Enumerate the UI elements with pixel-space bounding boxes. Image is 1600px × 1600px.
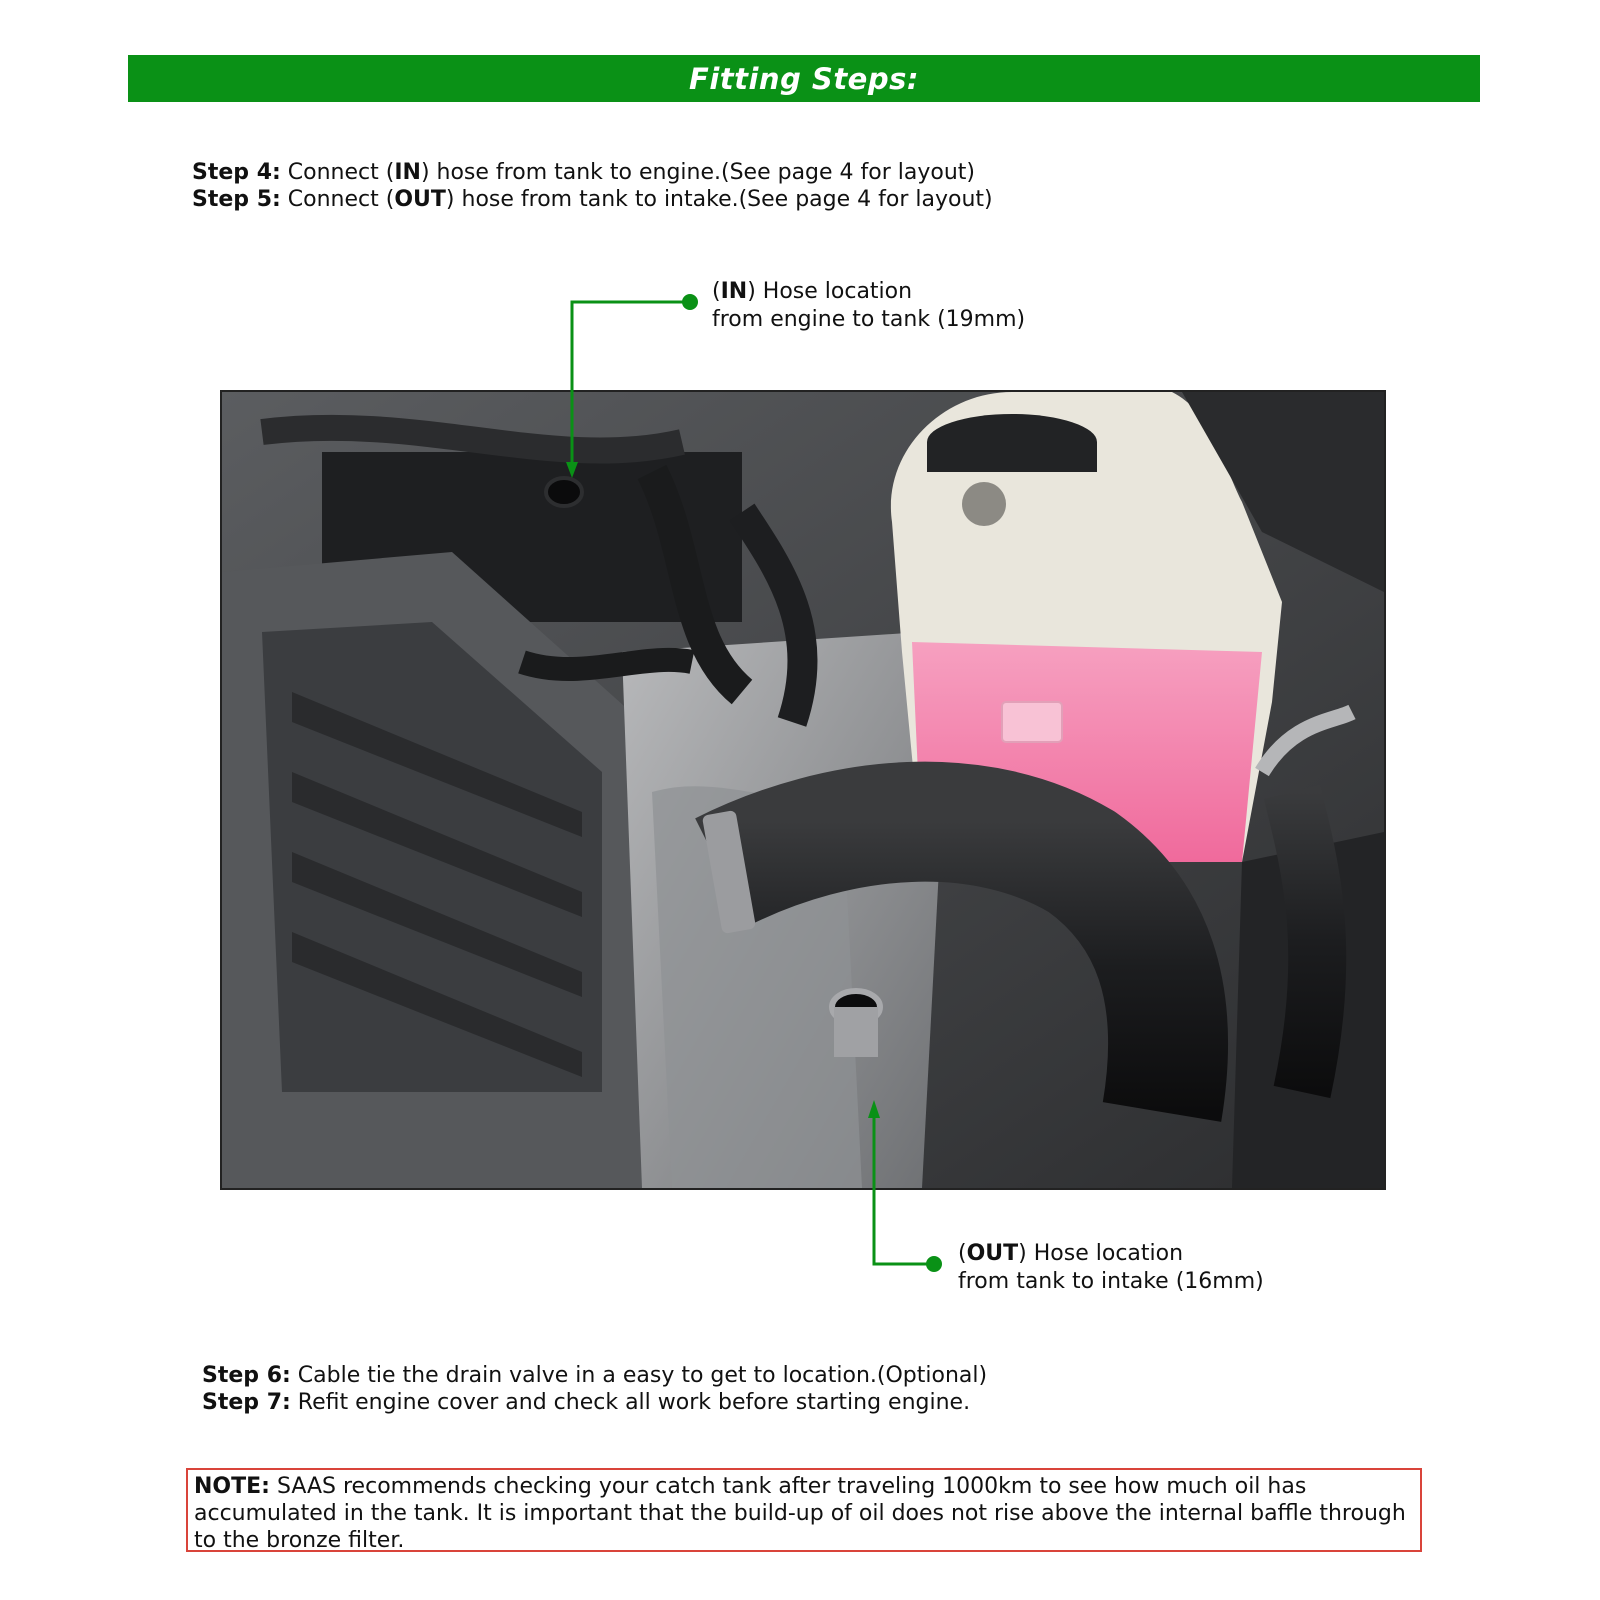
- step-6-text: Cable tie the drain valve in a easy to get to location.(Optional): [297, 1363, 988, 1388]
- callout-out-title: ) Hose location: [1018, 1241, 1184, 1266]
- step-4-text-a: Connect (: [287, 160, 395, 185]
- callout-in-line1: (IN) Hose location: [712, 279, 913, 304]
- step-5-text-a: Connect (: [287, 187, 395, 212]
- right-hose: [1292, 792, 1317, 1092]
- in-leader-dot: [682, 294, 698, 310]
- note-label: NOTE:: [194, 1474, 270, 1499]
- callout-out-line1: (OUT) Hose location: [958, 1241, 1184, 1266]
- in-port: [546, 478, 582, 506]
- step-7-text: Refit engine cover and check all work before starting engine.: [297, 1390, 971, 1415]
- section-banner: [128, 55, 1480, 102]
- callout-in-bold: IN: [720, 279, 748, 304]
- steps-top: [192, 159, 993, 213]
- step-4: [192, 159, 993, 186]
- callout-out-bold: OUT: [966, 1241, 1019, 1266]
- step-4-text-b: ) hose from tank to engine.(See page 4 for layout): [420, 160, 976, 185]
- callout-out: [958, 1240, 1264, 1296]
- step-5-out-bold: OUT: [394, 187, 446, 212]
- steps-bottom: [202, 1362, 987, 1416]
- note-text: SAAS recommends checking your catch tank after traveling 1000km to see how much oil has accumulated in the tank. It is important that the build-up of oil does not rise above the internal baffle through to the bronze filter.: [194, 1474, 1406, 1553]
- callout-in-detail: from engine to tank (19mm): [712, 307, 1026, 332]
- out-leader-dot: [926, 1256, 942, 1272]
- step-4-label: Step 4:: [192, 160, 281, 185]
- engine-bay-photo: [220, 390, 1386, 1190]
- callout-in: [712, 278, 1025, 334]
- step-6-label: Step 6:: [202, 1363, 291, 1388]
- step-7-label: Step 7:: [202, 1390, 291, 1415]
- step-6: [202, 1362, 987, 1389]
- banner-title: Fitting Steps:: [689, 61, 919, 96]
- engine-bay-illustration: [222, 392, 1384, 1188]
- callout-in-title: ) Hose location: [747, 279, 913, 304]
- note-box: [186, 1468, 1422, 1552]
- step-5: [192, 186, 993, 213]
- step-5-label: Step 5:: [192, 187, 281, 212]
- step-7: [202, 1389, 987, 1416]
- step-5-text-b: ) hose from tank to intake.(See page 4 for layout): [445, 187, 993, 212]
- step-4-in-bold: IN: [394, 160, 421, 185]
- callout-out-detail: from tank to intake (16mm): [958, 1269, 1264, 1294]
